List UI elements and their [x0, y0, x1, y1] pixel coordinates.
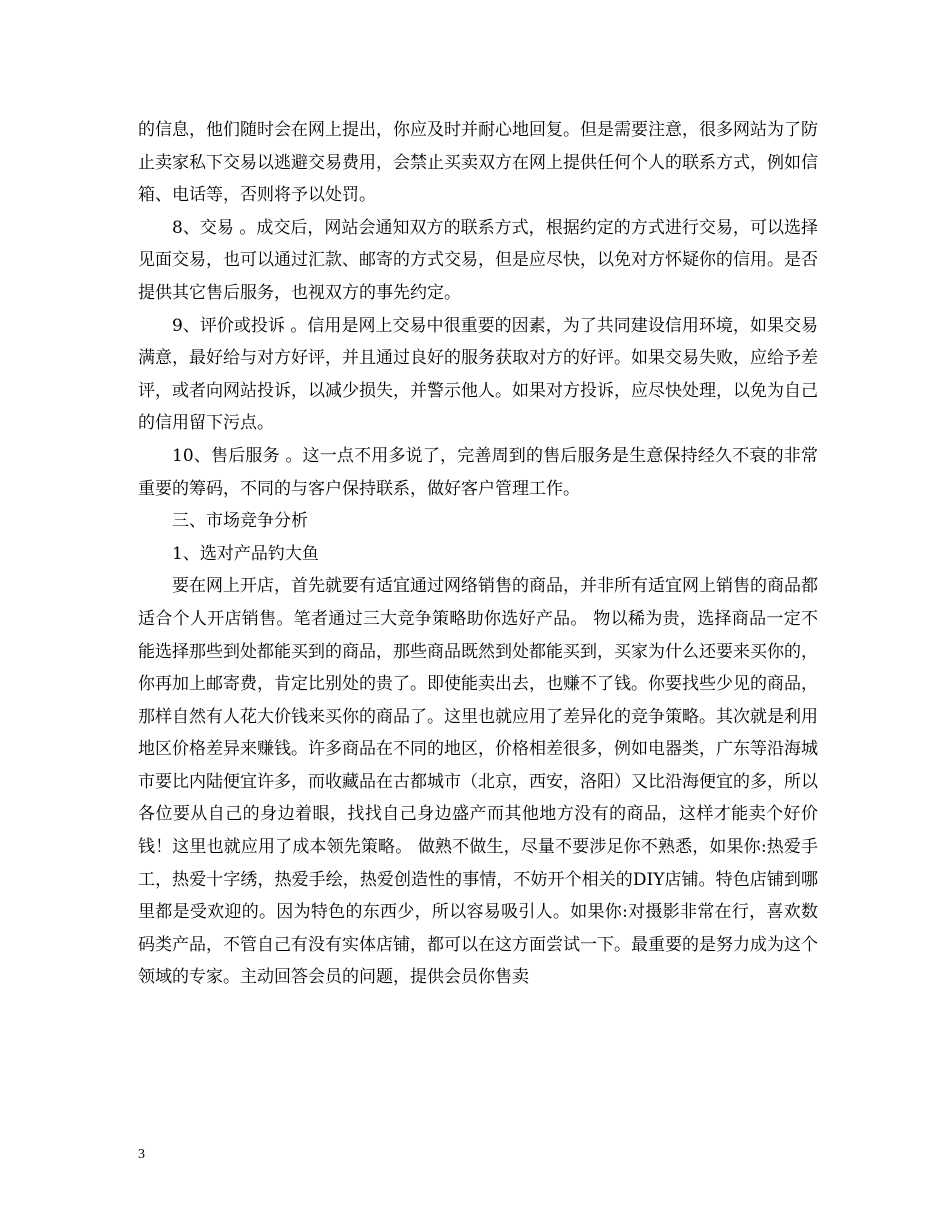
document-body — [138, 114, 818, 994]
paragraph-step-8-transaction: 8、交易 。成交后，网站会通知双方的联系方式，根据约定的方式进行交易，可以选择见面交易，也可以通过汇款、邮寄的方式交易，但是应尽快，以免对方怀疑你的信用。是否提供其它售后服务，也视双方的事先约定。 — [138, 217, 818, 303]
paragraph-continuation: 的信息，他们随时会在网上提出，你应及时并耐心地回复。但是需要注意，很多网站为了防止卖家私下交易以逃避交易费用，会禁止买卖双方在网上提供任何个人的联系方式，例如信箱、电话等，否则将予以处罚。 — [138, 120, 818, 206]
subsection-heading-choose-products: 1、选对产品钓大鱼 — [172, 543, 319, 564]
paragraph-step-9-review: 9、评价或投诉 。信用是网上交易中很重要的因素，为了共同建设信用环境，如果交易满意，最好给与对方好评，并且通过良好的服务获取对方的好评。如果交易失败，应给予差评，或者向网站投诉，以减少损失，并警示他人。如果对方投诉，应尽快处理，以免为自己的信用留下污点。 — [138, 315, 818, 434]
paragraph-step-10-after-sales: 10、售后服务 。这一点不用多说了，完善周到的售后服务是生意保持经久不衰的非常重要的筹码，不同的与客户保持联系，做好客户管理工作。 — [138, 445, 818, 499]
paragraph-product-strategy: 要在网上开店，首先就要有适宜通过网络销售的商品，并非所有适宜网上销售的商品都适合个人开店销售。笔者通过三大竞争策略助你选好产品。 物以稀为贵，选择商品一定不能选择那些到处都能买到的商品，那些商品既然到处都能买到，买家为什么还要来买你的，你再加上邮寄费，肯定比别处的贵了。即使能卖出去，也赚不了钱。你要找些少见的商品，那样自然有人花大价钱来买你的商品了。这里也就应用了差异化的竞争策略。其次就是利用地区价格差异来赚钱。许多商品在不同的地区，价格相差很多，例如电器类，广东等沿海城市要比内陆便宜许多，而收藏品在古都城市（北京，西安，洛阳）又比沿海便宜的多，所以各位要从自己的身边着眼，找找自己身边盛产而其他地方没有的商品，这样才能卖个好价钱！这里也就应用了成本领先策略。 做熟不做生，尽量不要涉足你不熟悉，如果你:热爱手工，热爱十字绣，热爱手绘，热爱创造性的事情，不妨开个相关的DIY店铺。特色店铺到哪里都是受欢迎的。因为特色的东西少，所以容易吸引人。如果你:对摄影非常在行，喜欢数码类产品，不管自己有没有实体店铺，都可以在这方面尝试一下。最重要的是努力成为这个领域的专家。主动回答会员的问题，提供会员你售卖 — [138, 576, 818, 988]
page-number: 3 — [138, 1147, 145, 1162]
section-heading-market-analysis: 三、市场竞争分析 — [172, 511, 308, 532]
